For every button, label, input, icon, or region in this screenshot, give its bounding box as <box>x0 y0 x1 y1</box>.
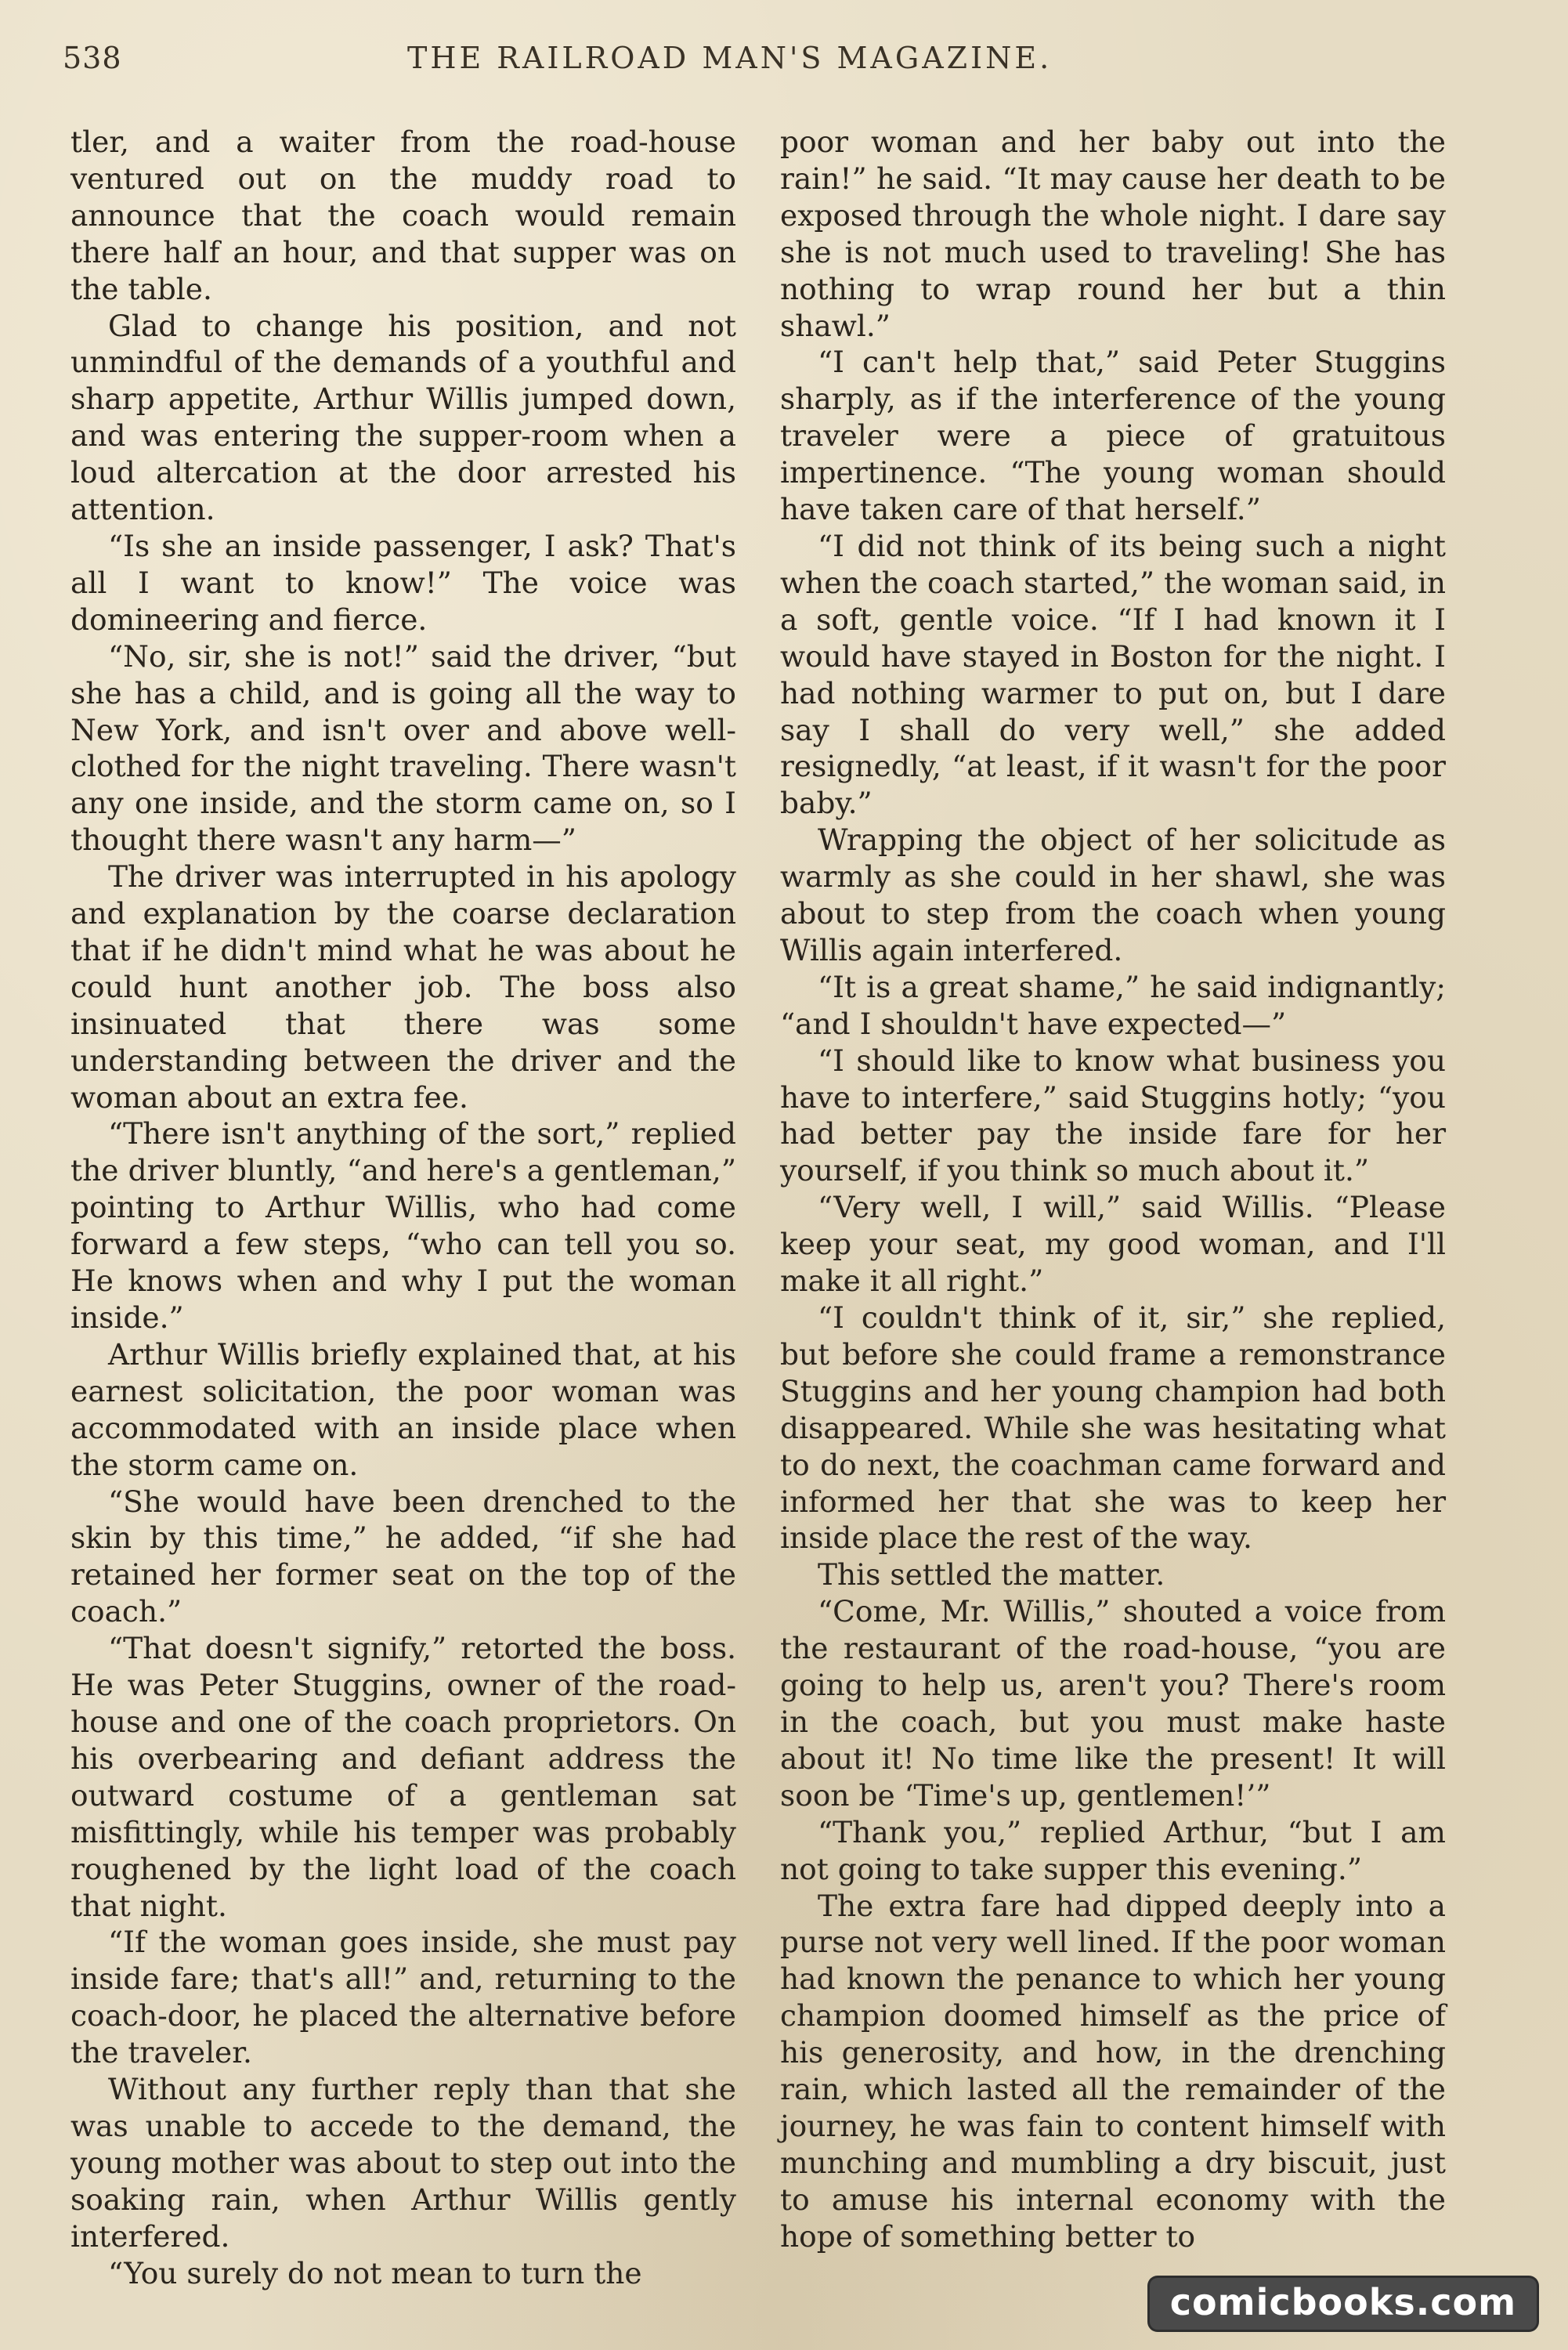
paragraph: “If the woman goes inside, she must pay inside fare; that's all!” and, returning to the coach-door, he placed the alternative before the traveler. <box>70 1925 736 2070</box>
paragraph: “Is she an inside passenger, I ask? That's all I want to know!” The voice was domineering and fierce. <box>70 528 736 637</box>
magazine-title: THE RAILROAD MAN'S MAGAZINE. <box>407 41 1053 75</box>
right-column <box>780 124 1446 2255</box>
running-head <box>63 41 1457 88</box>
paragraph: “No, sir, she is not!” said the driver, “but she has a child, and is going all the way to New York, and isn't over and above well-clothed for the night traveling. There wasn't any one inside, and the storm came on, so I thought there wasn't any harm—” <box>70 638 736 858</box>
paragraph: “That doesn't signify,” retorted the boss. He was Peter Stuggins, owner of the road-house and one of the coach proprietors. On his overbearing and defiant address the outward costume of a gentleman sat misfittingly, while his temper was probably roughened by the light load of the coach that night. <box>70 1631 736 1923</box>
left-column <box>70 124 736 2291</box>
paragraph: “You surely do not mean to turn the <box>108 2255 642 2290</box>
paragraph: The extra fare had dipped deeply into a purse not very well lined. If the poor woman had known the penance to which her young champion doomed himself as the price of his generosity, and how, in the drenching rain, which lasted all the remainder of the journey, he was fain to content himself with munching and mumbling a dry biscuit, just to amuse his internal economy with the hope of something better to <box>780 1888 1446 2254</box>
paragraph: “Thank you,” replied Arthur, “but I am not going to take supper this evening.” <box>780 1814 1446 1886</box>
paragraph: “I should like to know what business you have to interfere,” said Stuggins hotly; “you had better pay the inside fare for her yourself, if you think so much about it.” <box>780 1043 1446 1188</box>
paragraph: poor woman and her baby out into the rain!” he said. “It may cause her death to be exposed through the whole night. I dare say she is not much used to traveling! She has nothing to wrap round her but a thin shawl.” <box>780 125 1446 343</box>
paragraph: “I can't help that,” said Peter Stuggins sharply, as if the interference of the young traveler were a piece of gratuitous impertinence. “The young woman should have taken care of that herself.” <box>780 345 1446 527</box>
paragraph: tler, and a waiter from the road-house ventured out on the muddy road to announce that the coach would remain there half an hour, and that supper was on the table. <box>70 125 736 306</box>
page-number: 538 <box>63 41 122 75</box>
paragraph: “She would have been drenched to the skin by this time,” he added, “if she had retained her former seat on the top of the coach.” <box>70 1484 736 1629</box>
paragraph: Without any further reply than that she was unable to accede to the demand, the young mother was about to step out into the soaking rain, when Arthur Willis gently interfered. <box>70 2072 736 2254</box>
paragraph: “I did not think of its being such a night when the coach started,” the woman said, in a soft, gentle voice. “If I had known it I would have stayed in Boston for the night. I had nothing warmer to put on, but I dare say I shall do very well,” she added resignedly, “at least, if it wasn't for the poor baby.” <box>780 528 1446 821</box>
paragraph: “It is a great shame,” he said indignantly; “and I shouldn't have expected—” <box>780 969 1446 1041</box>
paragraph: Wrapping the object of her solicitude as warmly as she could in her shawl, she was about to step from the coach when young Willis again interfered. <box>780 822 1446 967</box>
paragraph: “Come, Mr. Willis,” shouted a voice from the restaurant of the road-house, “you are going to help us, aren't you? There's room in the coach, but you must make haste about it! No time like the present! It will soon be ‘Time's up, gentlemen!’” <box>780 1594 1446 1813</box>
paragraph: “I couldn't think of it, sir,” she replied, but before she could frame a remonstrance Stuggins and her young champion had both disappeared. While she was hesitating what to do next, the coachman came forward and informed her that she was to keep her inside place the rest of the way. <box>780 1300 1446 1556</box>
paragraph: Arthur Willis briefly explained that, at his earnest solicitation, the poor woman was accommodated with an inside place when the storm came on. <box>70 1336 736 1482</box>
paragraph: This settled the matter. <box>818 1557 1165 1593</box>
paragraph: Glad to change his position, and not unmindful of the demands of a youthful and sharp appetite, Arthur Willis jumped down, and was entering the supper-room when a loud altercation at the door arrested his attention. <box>70 308 736 527</box>
paragraph: “There isn't anything of the sort,” replied the driver bluntly, “and here's a gentleman,” pointing to Arthur Willis, who had come forward a few steps, “who can tell you so. He knows when and why I put the woman inside.” <box>70 1116 736 1335</box>
paragraph: The driver was interrupted in his apology and explanation by the coarse declaration that if he didn't mind what he was about he could hunt another job. The boss also insinuated that there was some understanding between the driver and the woman about an extra fee. <box>70 859 736 1115</box>
paragraph: “Very well, I will,” said Willis. “Please keep your seat, my good woman, and I'll make it all right.” <box>780 1190 1446 1299</box>
watermark-logo: comicbooks.com <box>1150 2278 1537 2330</box>
